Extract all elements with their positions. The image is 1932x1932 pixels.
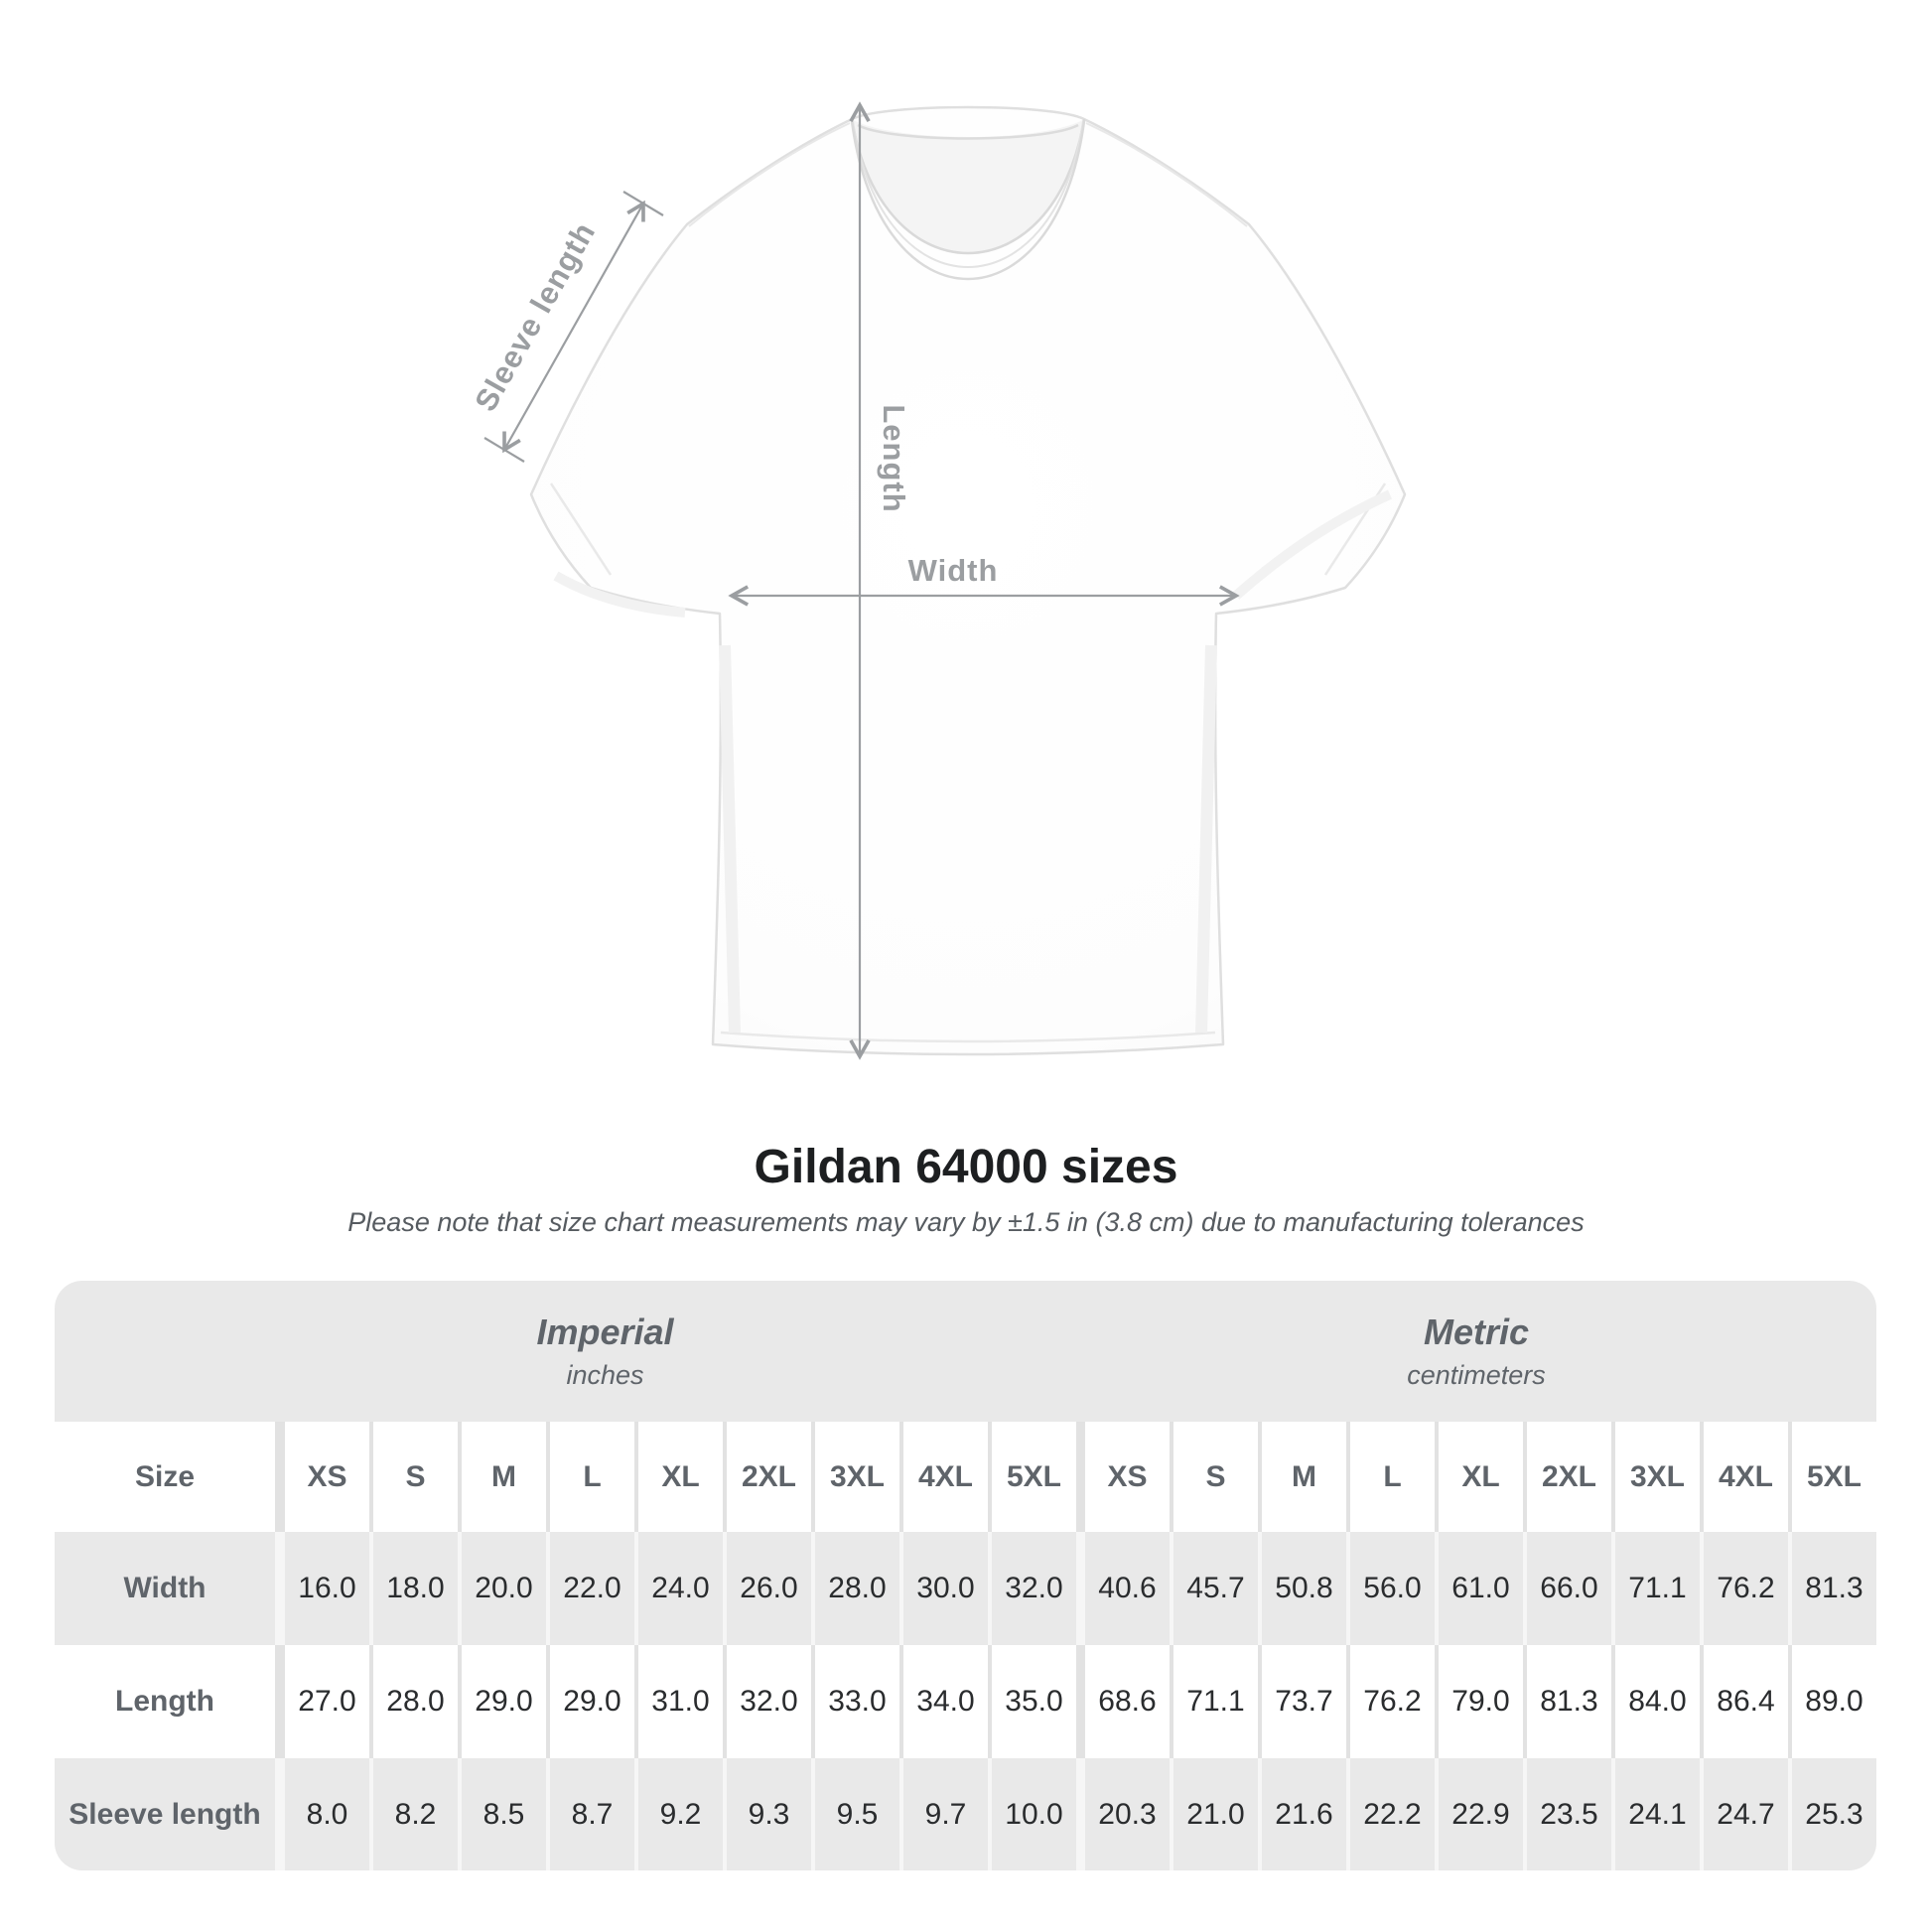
imperial-group-label: Imperial — [536, 1311, 674, 1352]
value-cell: 18.0 — [373, 1532, 458, 1645]
value-cell: 81.3 — [1527, 1645, 1611, 1758]
metric-group-header — [1076, 1281, 1876, 1422]
row-label: Width — [55, 1532, 275, 1645]
value-cell: 21.6 — [1262, 1758, 1346, 1870]
size-column-header: 4XL — [903, 1422, 988, 1532]
value-cell: 50.8 — [1262, 1532, 1346, 1645]
value-cell: 71.1 — [1173, 1645, 1258, 1758]
width-label: Width — [907, 553, 999, 588]
size-column-header: 5XL — [1792, 1422, 1876, 1532]
measurement-row — [55, 1758, 1876, 1870]
size-column-header: 4XL — [1704, 1422, 1788, 1532]
value-cell: 76.2 — [1704, 1532, 1788, 1645]
value-cell: 21.0 — [1173, 1758, 1258, 1870]
unit-header-band — [55, 1281, 1876, 1422]
size-column-header: S — [1173, 1422, 1258, 1532]
size-column-header: 3XL — [1615, 1422, 1700, 1532]
value-cell: 33.0 — [815, 1645, 899, 1758]
value-cell: 22.9 — [1439, 1758, 1523, 1870]
size-table — [55, 1281, 1876, 1870]
size-column-header: 5XL — [992, 1422, 1076, 1532]
size-column-header: XL — [638, 1422, 723, 1532]
value-cell: 68.6 — [1085, 1645, 1170, 1758]
imperial-group-header — [55, 1281, 1076, 1422]
tolerance-note: Please note that size chart measurements may vary by ±1.5 in (3.8 cm) due to manufacturing tolerances — [347, 1207, 1585, 1237]
value-cell: 56.0 — [1350, 1532, 1435, 1645]
value-cell: 81.3 — [1792, 1532, 1876, 1645]
value-cell: 34.0 — [903, 1645, 988, 1758]
value-cell: 28.0 — [373, 1645, 458, 1758]
value-cell: 9.2 — [638, 1758, 723, 1870]
value-cell: 32.0 — [992, 1532, 1076, 1645]
value-cell: 40.6 — [1085, 1532, 1170, 1645]
value-cell: 76.2 — [1350, 1645, 1435, 1758]
value-cell: 61.0 — [1439, 1532, 1523, 1645]
row-label: Length — [55, 1645, 275, 1758]
value-cell: 20.3 — [1085, 1758, 1170, 1870]
value-cell: 8.7 — [550, 1758, 634, 1870]
size-table-rows — [55, 1422, 1876, 1870]
size-column-header: 3XL — [815, 1422, 899, 1532]
value-cell: 10.0 — [992, 1758, 1076, 1870]
size-column-header: L — [550, 1422, 634, 1532]
value-cell: 89.0 — [1792, 1645, 1876, 1758]
value-cell: 24.1 — [1615, 1758, 1700, 1870]
value-cell: 31.0 — [638, 1645, 723, 1758]
value-cell: 20.0 — [462, 1532, 546, 1645]
value-cell: 8.0 — [285, 1758, 369, 1870]
value-cell: 8.2 — [373, 1758, 458, 1870]
size-header-label: Size — [55, 1422, 275, 1532]
sleeve-dimension-tick — [623, 192, 663, 215]
value-cell: 35.0 — [992, 1645, 1076, 1758]
row-label: Sleeve length — [55, 1758, 275, 1870]
value-cell: 73.7 — [1262, 1645, 1346, 1758]
value-cell: 28.0 — [815, 1532, 899, 1645]
size-column-header: M — [1262, 1422, 1346, 1532]
value-cell: 22.0 — [550, 1532, 634, 1645]
imperial-group-unit: inches — [566, 1360, 644, 1390]
size-column-header: XS — [285, 1422, 369, 1532]
size-column-header: S — [373, 1422, 458, 1532]
value-cell: 84.0 — [1615, 1645, 1700, 1758]
sleeve-dimension-tick — [484, 438, 524, 462]
value-cell: 23.5 — [1527, 1758, 1611, 1870]
sleeve-length-label: Sleeve length — [468, 215, 603, 418]
measurement-row — [55, 1532, 1876, 1645]
value-cell: 29.0 — [550, 1645, 634, 1758]
size-column-header: M — [462, 1422, 546, 1532]
value-cell: 27.0 — [285, 1645, 369, 1758]
metric-group-label: Metric — [1423, 1311, 1530, 1352]
value-cell: 16.0 — [285, 1532, 369, 1645]
value-cell: 24.0 — [638, 1532, 723, 1645]
value-cell: 8.5 — [462, 1758, 546, 1870]
value-cell: 66.0 — [1527, 1532, 1611, 1645]
size-column-header: XS — [1085, 1422, 1170, 1532]
size-column-header: 2XL — [727, 1422, 811, 1532]
measurement-row — [55, 1645, 1876, 1758]
value-cell: 32.0 — [727, 1645, 811, 1758]
value-cell: 22.2 — [1350, 1758, 1435, 1870]
value-cell: 79.0 — [1439, 1645, 1523, 1758]
metric-group-unit: centimeters — [1407, 1360, 1546, 1390]
size-column-header: L — [1350, 1422, 1435, 1532]
value-cell: 45.7 — [1173, 1532, 1258, 1645]
value-cell: 9.7 — [903, 1758, 988, 1870]
value-cell: 24.7 — [1704, 1758, 1788, 1870]
value-cell: 86.4 — [1704, 1645, 1788, 1758]
size-column-header: XL — [1439, 1422, 1523, 1532]
value-cell: 9.5 — [815, 1758, 899, 1870]
size-header-row — [55, 1422, 1876, 1532]
value-cell: 25.3 — [1792, 1758, 1876, 1870]
size-column-header: 2XL — [1527, 1422, 1611, 1532]
page-title: Gildan 64000 sizes — [754, 1141, 1178, 1193]
value-cell: 71.1 — [1615, 1532, 1700, 1645]
value-cell: 9.3 — [727, 1758, 811, 1870]
length-label: Length — [877, 404, 911, 513]
value-cell: 26.0 — [727, 1532, 811, 1645]
value-cell: 29.0 — [462, 1645, 546, 1758]
value-cell: 30.0 — [903, 1532, 988, 1645]
